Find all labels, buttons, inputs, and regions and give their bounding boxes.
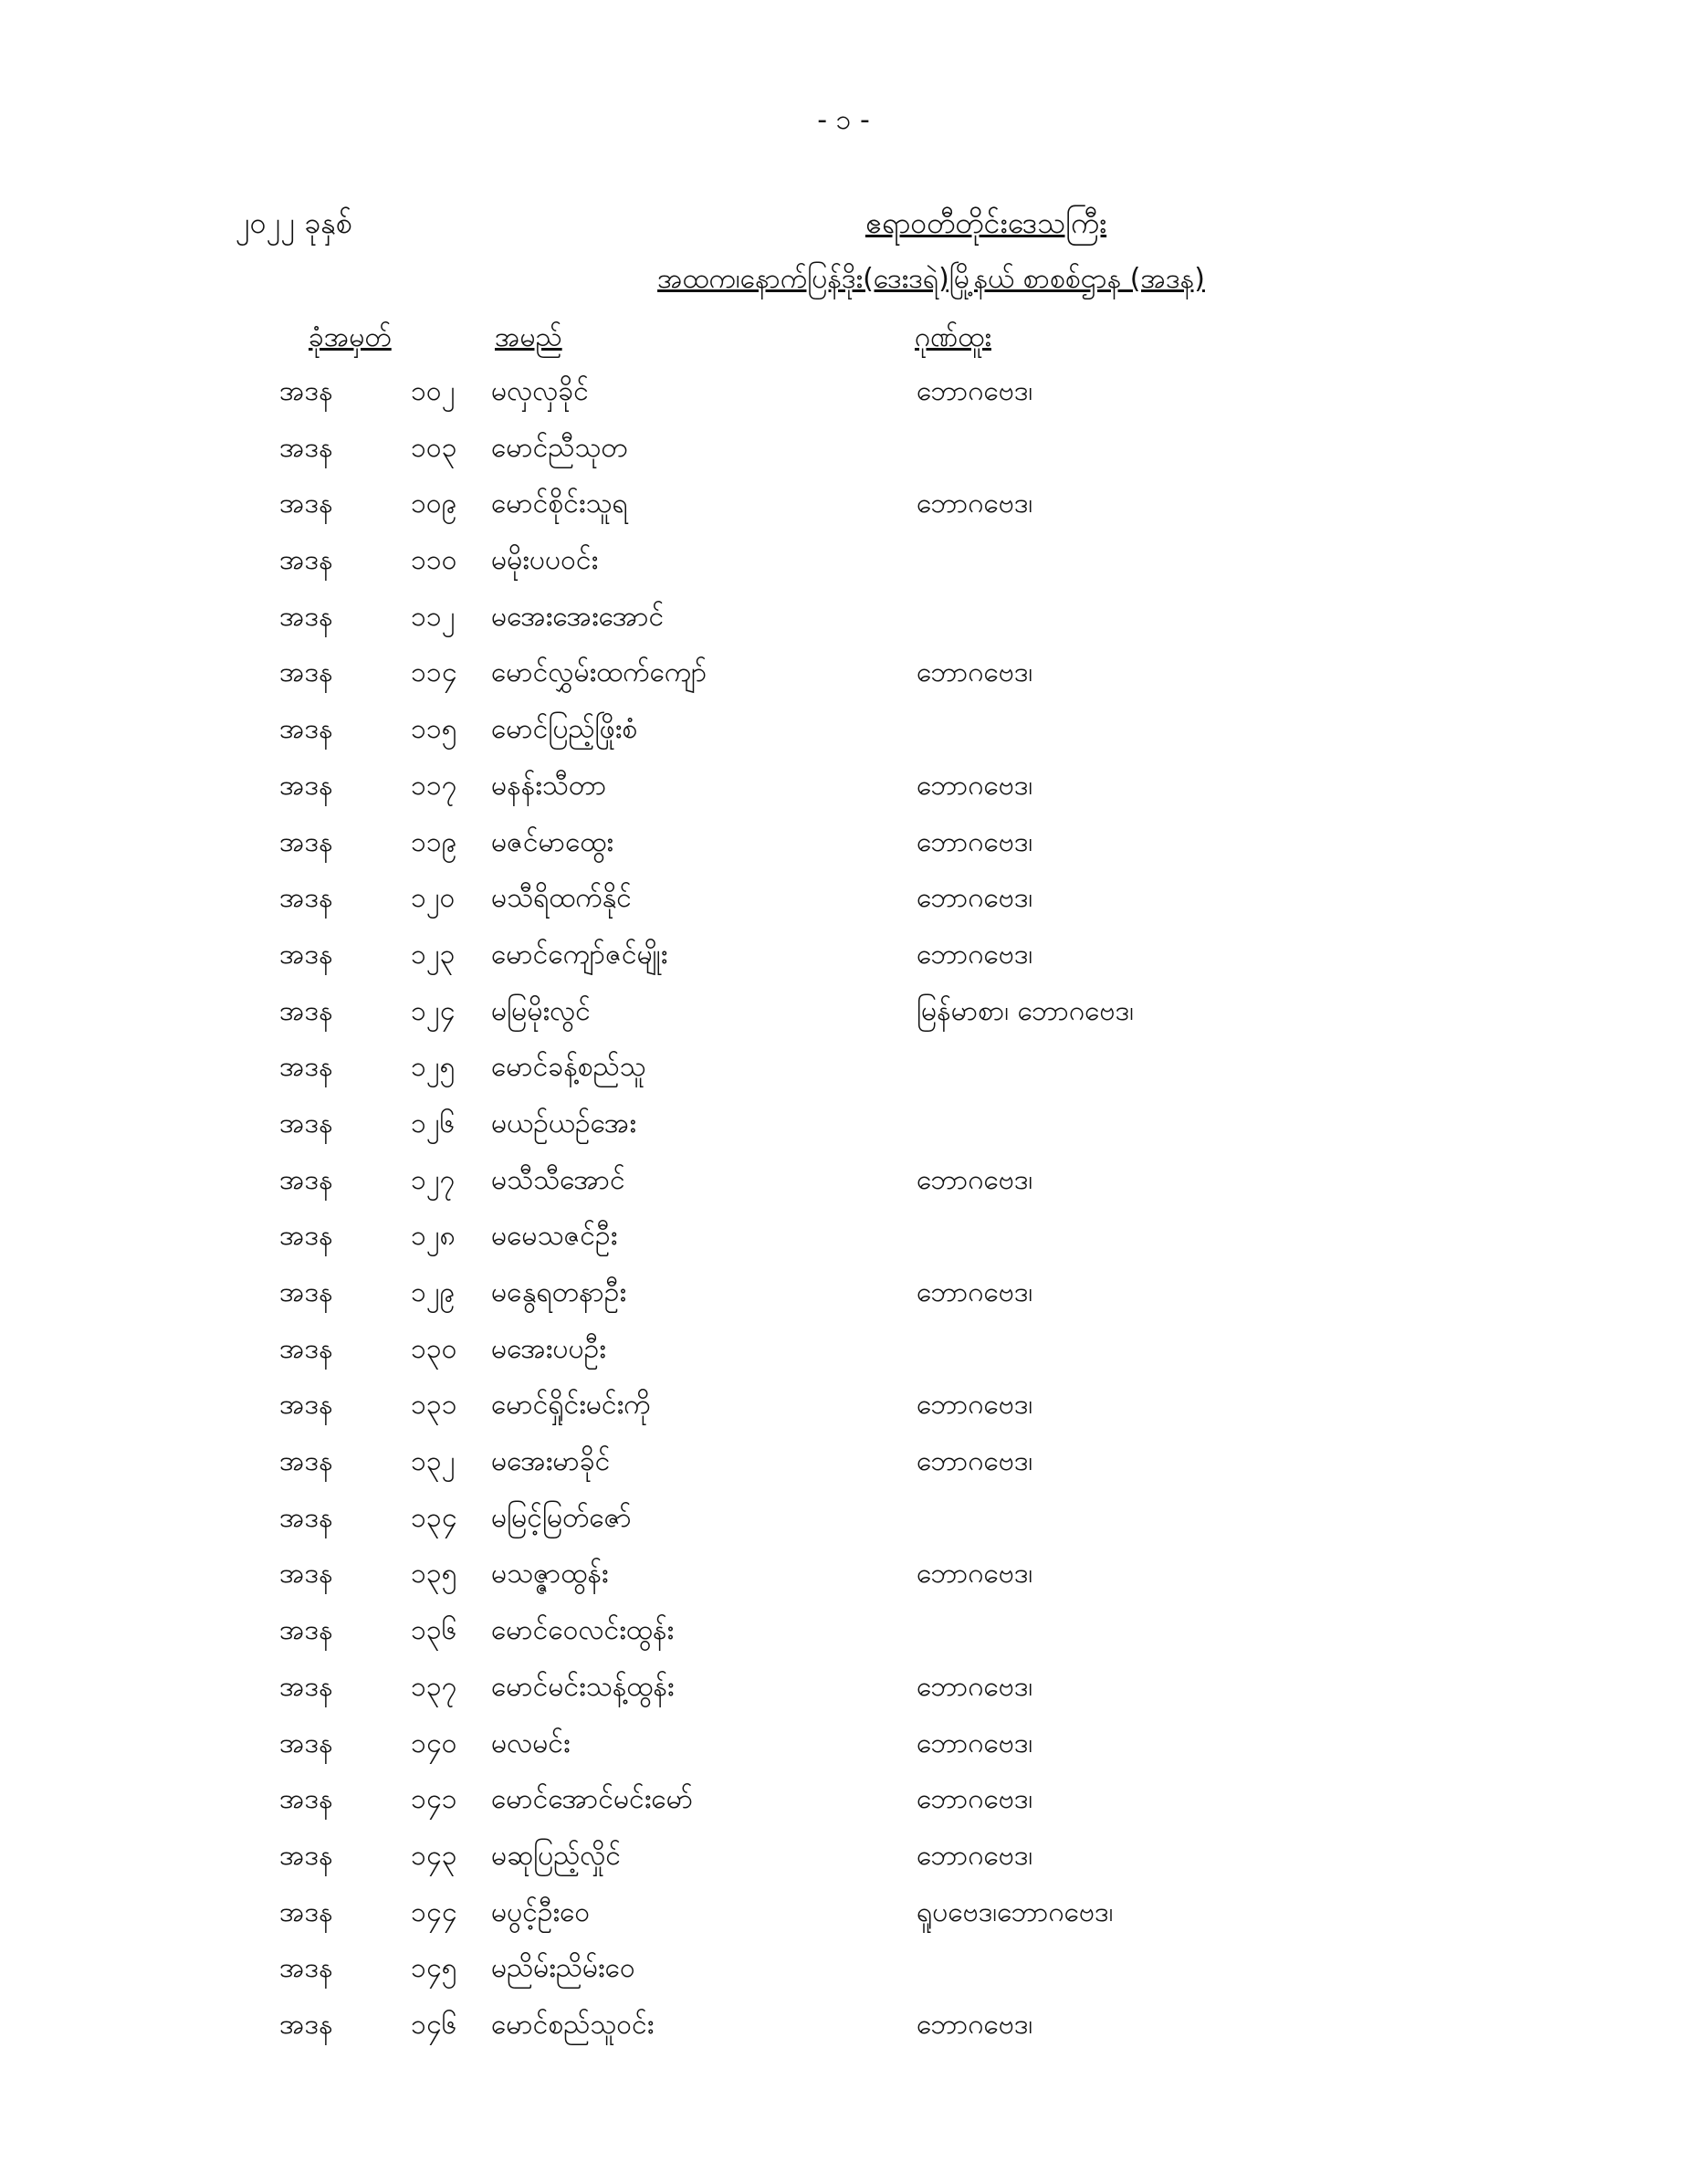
student-name: မောင်ပြည့်ဖြိုးစံ	[491, 713, 638, 746]
table-row	[0, 1724, 1687, 1780]
roll-code: အဒန	[279, 825, 333, 858]
distinction: ဘောဂဗေဒ၊	[917, 375, 1033, 407]
distinction: ဘောဂဗေဒ၊	[917, 938, 1033, 971]
roll-code: အဒန	[279, 375, 333, 407]
distinction: ဘောဂဗေဒ၊	[917, 1727, 1033, 1759]
exam-year: ၂၀၂၂ ခုနှစ်	[236, 205, 352, 240]
exam-center-subtitle: အထက၊နောက်ပြန်ဒိုး(ဒေးဒရဲ)မြို့နယ် စာစစ်ဌာန (အဒန)	[657, 263, 1205, 295]
student-name: မအေးပပဦး	[491, 1332, 606, 1365]
table-row	[0, 1160, 1687, 1217]
student-name: မောင်ဝေလင်းထွန်း	[491, 1614, 675, 1647]
student-name: မဇင်မာထွေး	[491, 825, 614, 858]
student-name: မသဇ္ဇာထွန်း	[491, 1558, 609, 1591]
table-row	[0, 1047, 1687, 1104]
roll-number: ၁၁၀	[411, 544, 457, 577]
roll-code: အဒန	[279, 1163, 333, 1196]
student-name: မောင်စိုင်းသူရ	[491, 488, 628, 520]
roll-code: အဒန	[279, 1839, 333, 1872]
student-name: မပွင့်ဦးဝေ	[491, 1895, 591, 1928]
roll-code: အဒန	[279, 656, 333, 689]
roll-number: ၁၂၈	[411, 1220, 456, 1253]
roll-code: အဒန	[279, 1558, 333, 1591]
distinction: ဘောဂဗေဒ၊	[917, 2008, 1033, 2041]
student-name: မဆုပြည့်လှိုင်	[491, 1839, 622, 1872]
roll-number: ၁၂၀	[411, 882, 456, 915]
roll-number: ၁၃၁	[411, 1389, 457, 1422]
roll-number: ၁၁၂	[411, 600, 456, 633]
header-roll-number: ခုံအမှတ်	[309, 321, 392, 353]
page-number: - ၁ -	[817, 104, 870, 136]
distinction: ဘောဂဗေဒ၊	[917, 656, 1033, 689]
distinction: ဘောဂဗေဒ၊	[917, 1558, 1033, 1591]
table-row	[0, 1893, 1687, 1949]
roll-number: ၁၂၉	[411, 1276, 456, 1308]
roll-number: ၁၀၂	[411, 375, 456, 407]
student-name: မောင်စည်သူဝင်း	[491, 2008, 655, 2041]
table-row	[0, 823, 1687, 879]
student-name: မနန်းသီတာ	[491, 769, 607, 802]
student-name: မသီရိထက်နိုင်	[491, 882, 632, 915]
roll-number: ၁၂၄	[411, 994, 456, 1027]
table-row	[0, 1611, 1687, 1667]
distinction: ဘောဂဗေဒ၊	[917, 825, 1033, 858]
table-row	[0, 878, 1687, 935]
table-row	[0, 992, 1687, 1048]
roll-number: ၁၃၄	[411, 1501, 457, 1534]
roll-number: ၁၁၉	[411, 825, 457, 858]
table-row	[0, 1836, 1687, 1893]
student-name: မမြင့်မြတ်ဇော်	[491, 1501, 632, 1534]
table-row	[0, 1442, 1687, 1498]
roll-number: ၁၄၀	[411, 1727, 457, 1759]
table-row	[0, 1498, 1687, 1555]
roll-code: အဒန	[279, 1051, 333, 1084]
student-name: မအေးမာခိုင်	[491, 1445, 611, 1478]
roll-code: အဒန	[279, 1107, 333, 1139]
student-name: မလှလှခိုင်	[491, 375, 589, 407]
distinction: မြန်မာစာ၊ ဘောဂဗေဒ၊	[917, 994, 1134, 1027]
table-row	[0, 1216, 1687, 1273]
table-row	[0, 1273, 1687, 1329]
roll-code: အဒန	[279, 431, 333, 464]
table-row	[0, 597, 1687, 654]
student-name: မောင်ညီသုတ	[491, 431, 628, 464]
student-name: မောင်ကျော်ဇင်မျိုး	[491, 938, 668, 971]
roll-code: အဒန	[279, 882, 333, 915]
student-name: မယဉ်ယဉ်အေး	[491, 1107, 636, 1139]
student-name: မောင်ခန့်စည်သူ	[491, 1051, 646, 1084]
roll-code: အဒန	[279, 1501, 333, 1534]
roll-code: အဒန	[279, 1332, 333, 1365]
results-list	[0, 372, 1687, 2062]
distinction: ဘောဂဗေဒ၊	[917, 769, 1033, 802]
roll-code: အဒန	[279, 1727, 333, 1759]
distinction: ဘောဂဗေဒ၊	[917, 882, 1033, 915]
table-row	[0, 428, 1687, 485]
student-name: မမြမိုးလွင်	[491, 994, 591, 1027]
student-name: မသီသီအောင်	[491, 1163, 625, 1196]
student-name: မလမင်း	[491, 1727, 571, 1759]
student-name: မောင်အောင်မင်းမော်	[491, 1783, 694, 1816]
student-name: မညိမ်းညိမ်းဝေ	[491, 1952, 635, 1985]
distinction: ဘောဂဗေဒ၊	[917, 488, 1033, 520]
table-row	[0, 935, 1687, 992]
distinction: ဘောဂဗေဒ၊	[917, 1783, 1033, 1816]
table-row	[0, 1329, 1687, 1386]
roll-code: အဒန	[279, 1276, 333, 1308]
roll-code: အဒန	[279, 1614, 333, 1647]
table-row	[0, 2005, 1687, 2062]
roll-code: အဒန	[279, 1670, 333, 1703]
roll-code: အဒန	[279, 1389, 333, 1422]
region-title: ဧရာဝတီတိုင်းဒေသကြီး	[864, 205, 1107, 240]
roll-number: ၁၁၄	[411, 656, 457, 689]
table-row	[0, 709, 1687, 766]
distinction: ဘောဂဗေဒ၊	[917, 1839, 1033, 1872]
student-name: မနွေရတနာဦး	[491, 1276, 627, 1308]
roll-code: အဒန	[279, 2008, 333, 2041]
roll-number: ၁၃၅	[411, 1558, 457, 1591]
table-row	[0, 1667, 1687, 1724]
student-name: မောင်မင်းသန့်ထွန်း	[491, 1670, 675, 1703]
student-name: မအေးအေးအောင်	[491, 600, 665, 633]
distinction: ဘောဂဗေဒ၊	[917, 1445, 1033, 1478]
roll-code: အဒန	[279, 600, 333, 633]
table-row	[0, 766, 1687, 823]
distinction: ဘောဂဗေဒ၊	[917, 1276, 1033, 1308]
distinction: ရူပဗေဒ၊ဘောဂဗေဒ၊	[917, 1895, 1114, 1928]
roll-code: အဒန	[279, 1445, 333, 1478]
roll-number: ၁၄၆	[411, 2008, 457, 2041]
roll-number: ၁၂၅	[411, 1051, 456, 1084]
roll-code: အဒန	[279, 1952, 333, 1985]
table-row	[0, 484, 1687, 541]
table-row	[0, 1385, 1687, 1442]
roll-code: အဒန	[279, 488, 333, 520]
distinction: ဘောဂဗေဒ၊	[917, 1670, 1033, 1703]
roll-code: အဒန	[279, 544, 333, 577]
roll-number: ၁၂၇	[411, 1163, 456, 1196]
distinction: ဘောဂဗေဒ၊	[917, 1163, 1033, 1196]
table-row	[0, 1104, 1687, 1160]
roll-code: အဒန	[279, 1895, 333, 1928]
student-name: မောင်ရှိုင်းမင်းကို	[491, 1389, 651, 1422]
student-name: မောင်လွှမ်းထက်ကျော်	[491, 656, 707, 689]
header-name: အမည်	[495, 321, 562, 353]
roll-number: ၁၄၁	[411, 1783, 457, 1816]
table-row	[0, 372, 1687, 428]
table-row	[0, 653, 1687, 709]
roll-number: ၁၃၂	[411, 1445, 456, 1478]
student-name: မမေသဇင်ဦး	[491, 1220, 618, 1253]
roll-number: ၁၂၃	[411, 938, 456, 971]
roll-number: ၁၁၇	[411, 769, 457, 802]
table-row	[0, 541, 1687, 597]
roll-code: အဒန	[279, 938, 333, 971]
student-name: မမိုးပပဝင်း	[491, 544, 599, 577]
roll-number: ၁၂၆	[411, 1107, 456, 1139]
roll-code: အဒန	[279, 713, 333, 746]
roll-code: အဒန	[279, 994, 333, 1027]
header-distinction: ဂုဏ်ထူး	[915, 321, 991, 353]
table-row	[0, 1554, 1687, 1611]
roll-code: အဒန	[279, 1220, 333, 1253]
roll-number: ၁၃၇	[411, 1670, 457, 1703]
roll-number: ၁၀၉	[411, 488, 457, 520]
roll-number: ၁၄၃	[411, 1839, 457, 1872]
roll-code: အဒန	[279, 1783, 333, 1816]
table-row	[0, 1780, 1687, 1836]
roll-number: ၁၁၅	[411, 713, 457, 746]
distinction: ဘောဂဗေဒ၊	[917, 1389, 1033, 1422]
table-row	[0, 1948, 1687, 2005]
roll-number: ၁၄၄	[411, 1895, 457, 1928]
roll-code: အဒန	[279, 769, 333, 802]
roll-number: ၁၃၀	[411, 1332, 457, 1365]
roll-number: ၁၃၆	[411, 1614, 457, 1647]
roll-number: ၁၄၅	[411, 1952, 457, 1985]
roll-number: ၁၀၃	[411, 431, 457, 464]
